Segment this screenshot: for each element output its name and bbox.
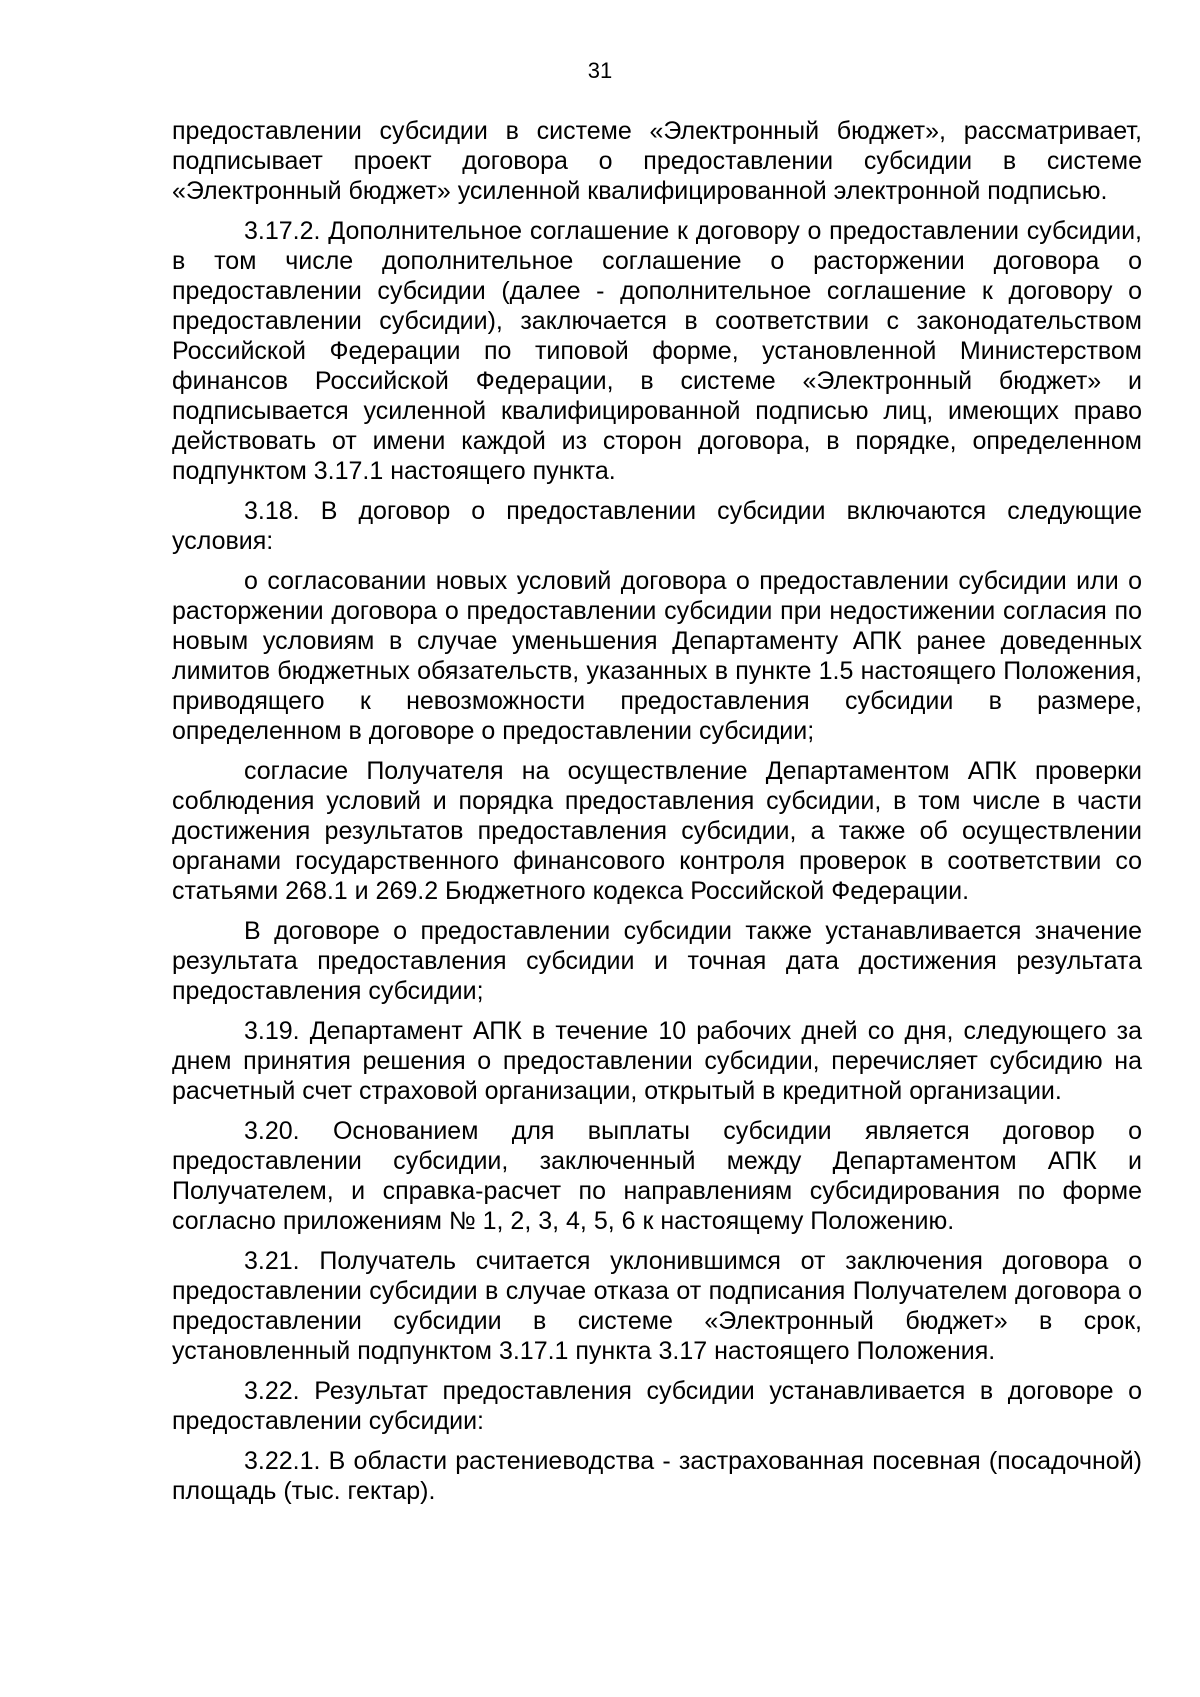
- paragraph-3-18: 3.18. В договор о предоставлении субсидии включаются следующие условия:: [172, 497, 1142, 555]
- paragraph-3-22-1: 3.22.1. В области растениеводства - застрахованная посевная (посадочной) площадь (тыс. гектар).: [172, 1447, 1142, 1505]
- document-body: [172, 116, 1142, 1516]
- paragraph-3-19: 3.19. Департамент АПК в течение 10 рабочих дней со дня, следующего за днем принятия решения о предоставлении субсидии, перечисляет субсидию на расчетный счет страховой организации, открытый в кредитной организации.: [172, 1017, 1142, 1105]
- paragraph-3-22: 3.22. Результат предоставления субсидии устанавливается в договоре о предоставлении субсидии:: [172, 1377, 1142, 1435]
- page-number: 31: [587, 58, 613, 83]
- paragraph-continuation: предоставлении субсидии в системе «Электронный бюджет», рассматривает, подписывает проект договора о предоставлении субсидии в системе «Электронный бюджет» усиленной квалифицированной электронной подписью.: [172, 117, 1142, 205]
- paragraph-result-value: В договоре о предоставлении субсидии также устанавливается значение результата предоставления субсидии и точная дата достижения результата предоставления субсидии;: [172, 917, 1142, 1005]
- paragraph-3-17-2: 3.17.2. Дополнительное соглашение к договору о предоставлении субсидии, в том числе дополнительное соглашение о расторжении договора о предоставлении субсидии (далее - дополнительное соглашение к договору о предоставлении субсидии), заключается в соответствии с законодательством Российской Федерации по типовой форме, установленной Министерством финансов Российской Федерации, в системе «Электронный бюджет» и подписывается усиленной квалифицированной подписью лиц, имеющих право действовать от имени каждой из сторон договора, в порядке, определенном подпунктом 3.17.1 настоящего пункта.: [172, 217, 1142, 485]
- paragraph-3-21: 3.21. Получатель считается уклонившимся от заключения договора о предоставлении субсидии в случае отказа от подписания Получателем договора о предоставлении субсидии в системе «Электронный бюджет» в срок, установленный подпунктом 3.17.1 пункта 3.17 настоящего Положения.: [172, 1247, 1142, 1365]
- paragraph-3-20: 3.20. Основанием для выплаты субсидии является договор о предоставлении субсидии, заключенный между Департаментом АПК и Получателем, и справка-расчет по направлениям субсидирования по форме согласно приложениям № 1, 2, 3, 4, 5, 6 к настоящему Положению.: [172, 1117, 1142, 1235]
- paragraph-condition-renegotiation: о согласовании новых условий договора о предоставлении субсидии или о расторжении договора о предоставлении субсидии при недостижении согласия по новым условиям в случае уменьшения Департаменту АПК ранее доведенных лимитов бюджетных обязательств, указанных в пункте 1.5 настоящего Положения, приводящего к невозможности предоставления субсидии в размере, определенном в договоре о предоставлении субсидии;: [172, 567, 1142, 745]
- paragraph-condition-consent: согласие Получателя на осуществление Департаментом АПК проверки соблюдения условий и порядка предоставления субсидии, в том числе в части достижения результатов предоставления субсидии, а также об осуществлении органами государственного финансового контроля проверок в соответствии со статьями 268.1 и 269.2 Бюджетного кодекса Российской Федерации.: [172, 757, 1142, 905]
